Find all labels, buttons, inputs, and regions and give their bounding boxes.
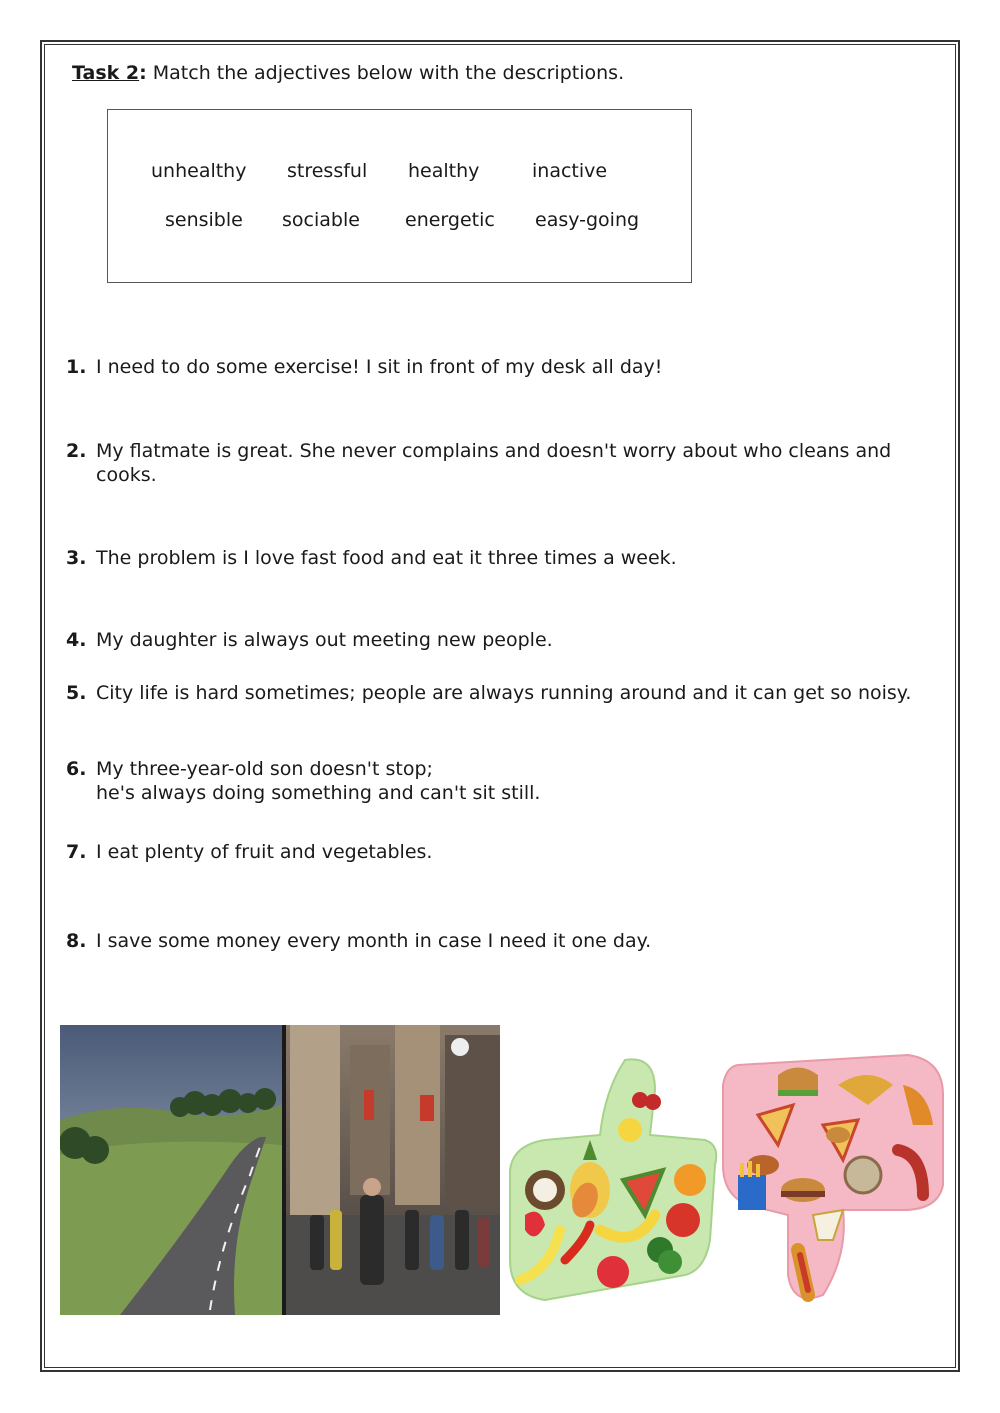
- task-label: Task 2: [72, 62, 140, 84]
- item-number: 1.: [66, 356, 87, 378]
- item-text: City life is hard sometimes; people are always running around and it can get so noisy.: [96, 682, 912, 704]
- item-number: 5.: [66, 682, 87, 704]
- task-heading: [72, 62, 624, 84]
- item-number: 8.: [66, 930, 87, 952]
- country-city-photo: [60, 1025, 500, 1315]
- item-text: My daughter is always out meeting new people.: [96, 629, 553, 651]
- word-sensible: sensible: [165, 209, 243, 231]
- item-text-line: My three-year-old son doesn't stop;: [96, 758, 433, 780]
- item-text: My flatmate is great. She never complains and doesn't worry about who cleans and cooks.: [96, 440, 892, 486]
- item-text-line: he's always doing something and can't sit still.: [96, 782, 541, 804]
- word-easy-going: easy-going: [535, 209, 640, 231]
- item-text: I need to do some exercise! I sit in front of my desk all day!: [96, 356, 663, 378]
- word-inactive: inactive: [532, 160, 608, 182]
- country-city-illustration: [60, 1025, 500, 1315]
- item-number: 7.: [66, 841, 87, 863]
- word-energetic: energetic: [405, 209, 495, 231]
- item-text: I save some money every month in case I need it one day.: [96, 930, 652, 952]
- word-bank-box: [107, 109, 692, 283]
- thumbs-down-food-icon: [718, 1045, 948, 1307]
- item-text: [96, 757, 926, 805]
- word-stressful: stressful: [287, 160, 368, 182]
- word-sociable: sociable: [282, 209, 360, 231]
- junk-food-thumbs-down-image: [718, 1045, 948, 1307]
- item-text: The problem is I love fast food and eat it three times a week.: [96, 547, 677, 569]
- item-number: 3.: [66, 547, 87, 569]
- word-unhealthy: unhealthy: [151, 160, 247, 182]
- word-healthy: healthy: [408, 160, 480, 182]
- item-number: 4.: [66, 629, 87, 651]
- thumbs-up-food-icon: [505, 1040, 720, 1315]
- task-instruction: Match the adjectives below with the descriptions.: [146, 62, 625, 84]
- task-colon: :: [139, 62, 147, 84]
- healthy-food-thumbs-up-image: [505, 1040, 720, 1315]
- item-text: I eat plenty of fruit and vegetables.: [96, 841, 433, 863]
- item-number: 6.: [66, 758, 87, 780]
- item-number: 2.: [66, 440, 87, 462]
